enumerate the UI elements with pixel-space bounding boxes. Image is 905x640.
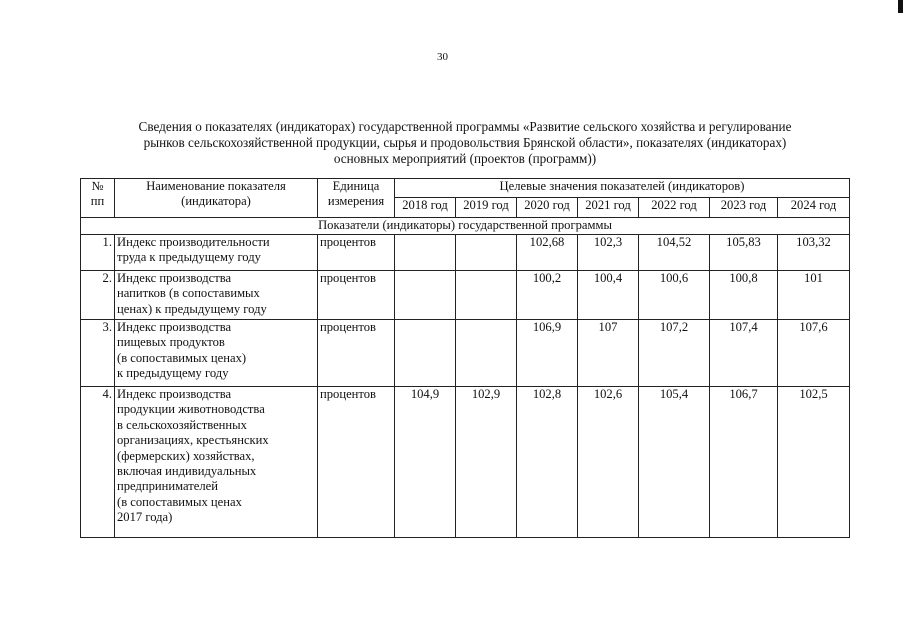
header-num-cell — [81, 179, 115, 218]
heading-line-1: Сведения о показателях (индикаторах) государственной программы «Развитие сельского хозяйства и регулирование — [138, 119, 792, 134]
value-cell — [456, 320, 517, 387]
value-cell: 102,8 — [517, 387, 578, 538]
year-header: 2021 год — [578, 198, 639, 218]
value-cell — [395, 235, 456, 271]
year-header: 2019 год — [456, 198, 517, 218]
value-cell: 104,9 — [395, 387, 456, 538]
value-cell: 102,6 — [578, 387, 639, 538]
name-line: Индекс производительности — [117, 235, 270, 249]
table-row — [81, 387, 850, 538]
value-cell — [395, 271, 456, 320]
value-cell — [456, 235, 517, 271]
indicator-name — [115, 271, 318, 320]
row-number: 1. — [81, 235, 115, 271]
header-num-sublabel: пп — [90, 194, 105, 209]
name-line: ценах) к предыдущему году — [117, 301, 267, 316]
value-cell: 100,4 — [578, 271, 639, 320]
year-header: 2022 год — [639, 198, 710, 218]
name-line: 2017 года) — [117, 510, 173, 525]
table-row — [81, 320, 850, 387]
year-header: 2024 год — [778, 198, 850, 218]
value-cell: 106,7 — [710, 387, 778, 538]
value-cell: 105,4 — [639, 387, 710, 538]
value-cell: 107 — [578, 320, 639, 387]
header-unit-cell — [318, 179, 395, 218]
header-name-cell — [115, 179, 318, 218]
row-number: 2. — [81, 271, 115, 320]
value-cell: 100,6 — [639, 271, 710, 320]
document-heading — [80, 119, 850, 167]
unit-cell: процентов — [318, 387, 395, 538]
table-row — [81, 235, 850, 271]
name-line: к предыдущему году — [117, 366, 229, 381]
name-line: Индекс производства — [117, 271, 232, 285]
value-cell: 107,2 — [639, 320, 710, 387]
header-row — [81, 179, 850, 198]
name-line: продукции животноводства — [117, 402, 265, 417]
name-line: (в сопоставимых ценах) — [117, 350, 247, 365]
unit-cell: процентов — [318, 235, 395, 271]
heading-line-2: рынков сельскохозяйственной продукции, сырья и продовольствия Брянской области», показателях (индикаторах) — [143, 135, 787, 150]
value-cell: 100,8 — [710, 271, 778, 320]
heading-line-3: основных мероприятий (проектов (программ)) — [333, 151, 597, 166]
name-line: напитков (в сопоставимых — [117, 286, 260, 301]
name-line: в сельскохозяйственных — [117, 417, 247, 432]
value-cell: 102,3 — [578, 235, 639, 271]
value-cell: 102,68 — [517, 235, 578, 271]
value-cell: 105,83 — [710, 235, 778, 271]
value-cell: 106,9 — [517, 320, 578, 387]
indicator-name — [115, 320, 318, 387]
section-row — [81, 218, 850, 235]
name-line: пищевых продуктов — [117, 335, 225, 350]
value-cell: 101 — [778, 271, 850, 320]
table-row — [81, 271, 850, 320]
year-header: 2023 год — [710, 198, 778, 218]
value-cell: 104,52 — [639, 235, 710, 271]
header-name-sublabel: (индикатора) — [181, 194, 251, 209]
header-name-label: Наименование показателя — [146, 179, 286, 193]
indicators-table — [80, 178, 850, 538]
value-cell: 107,4 — [710, 320, 778, 387]
value-cell: 102,5 — [778, 387, 850, 538]
name-line: организациях, крестьянских — [117, 433, 269, 448]
name-line: предпринимателей — [117, 479, 218, 494]
page-number: 30 — [437, 51, 448, 63]
row-number: 4. — [81, 387, 115, 538]
value-cell: 107,6 — [778, 320, 850, 387]
name-line: (фермерских) хозяйствах, — [117, 448, 255, 463]
name-line: включая индивидуальных — [117, 464, 257, 479]
value-cell: 103,32 — [778, 235, 850, 271]
value-cell — [456, 271, 517, 320]
header-unit-label: Единица — [332, 179, 380, 193]
name-line: (в сопоставимых ценах — [117, 494, 242, 509]
section-title: Показатели (индикаторы) государственной программы — [81, 218, 850, 235]
year-header: 2018 год — [395, 198, 456, 218]
unit-cell: процентов — [318, 271, 395, 320]
value-cell: 100,2 — [517, 271, 578, 320]
value-cell — [395, 320, 456, 387]
row-number: 3. — [81, 320, 115, 387]
unit-cell: процентов — [318, 320, 395, 387]
indicator-name — [115, 387, 318, 538]
year-header: 2020 год — [517, 198, 578, 218]
value-cell: 102,9 — [456, 387, 517, 538]
header-targets: Целевые значения показателей (индикаторов) — [395, 179, 850, 198]
name-line: Индекс производства — [117, 387, 232, 401]
scan-edge-mark — [898, 0, 903, 13]
header-unit-sublabel: измерения — [327, 194, 385, 209]
indicator-name — [115, 235, 318, 271]
header-num-label: № — [91, 179, 104, 193]
name-line: труда к предыдущему году — [117, 250, 261, 265]
name-line: Индекс производства — [117, 320, 232, 334]
